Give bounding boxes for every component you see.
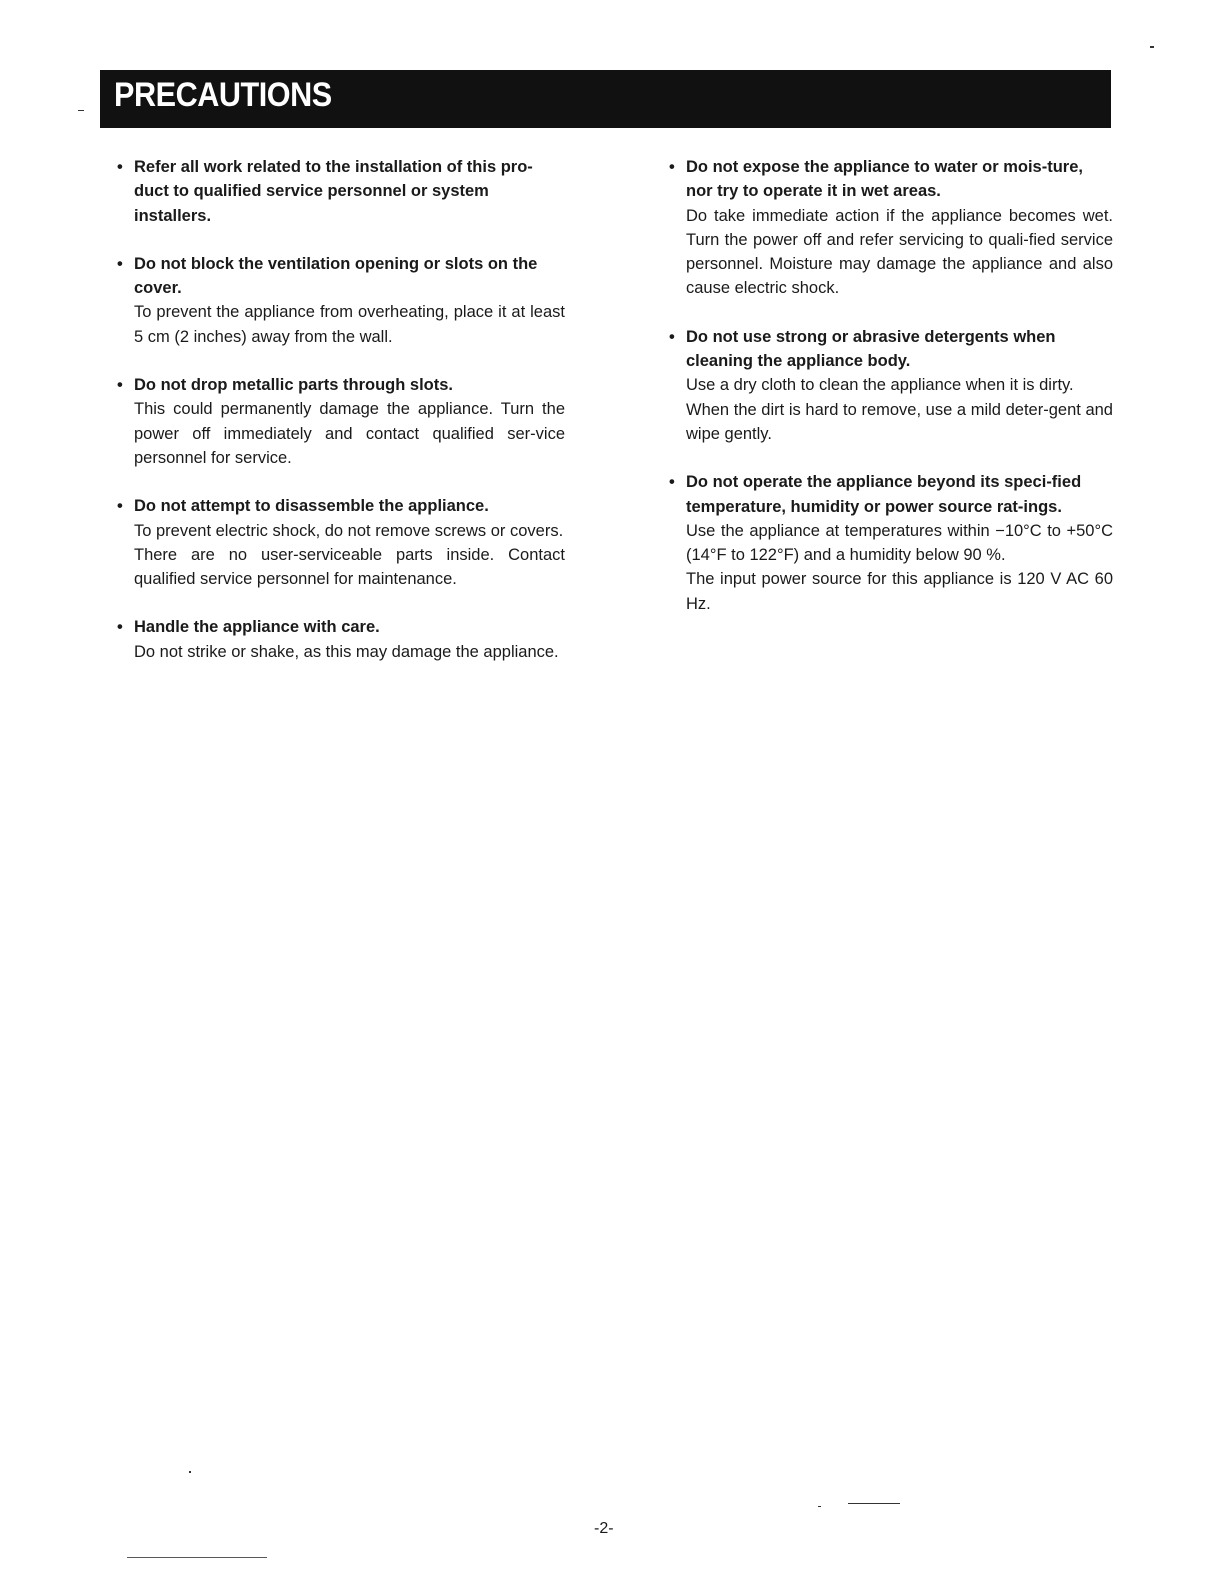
precaution-text: The input power source for this appliance is 120 V AC 60 Hz.: [686, 570, 1113, 613]
section-header: [100, 70, 1111, 128]
precaution-text: This could permanently damage the appliance. Turn the power off immediately and contact qualified ser-vice personnel for service.: [134, 400, 565, 467]
precaution-text: There are no user-serviceable parts inside. Contact qualified service personnel for maintenance.: [134, 545, 565, 589]
right-column: [669, 155, 1113, 640]
precaution-text: Do not strike or shake, as this may damage the appliance.: [134, 642, 559, 661]
bullet-icon: •: [669, 473, 675, 492]
precaution-item: [117, 155, 565, 228]
precaution-title: Do not use strong or abrasive detergents when cleaning the appliance body.: [686, 327, 1056, 371]
precaution-item: [117, 615, 565, 664]
precaution-item: [669, 155, 1113, 301]
precaution-item: [669, 470, 1113, 616]
scan-mark: [189, 1471, 191, 1473]
scan-mark: [848, 1503, 900, 1504]
scan-mark: [1150, 46, 1154, 48]
page-number: -2-: [594, 1520, 614, 1537]
precaution-text: Use the appliance at temperatures within −10°C to +50°C (14°F to 122°F) and a humidity below 90 %.: [686, 521, 1113, 565]
precaution-item: [117, 252, 565, 349]
precaution-text: When the dirt is hard to remove, use a mild deter-gent and wipe gently.: [686, 400, 1113, 443]
precaution-text: Use a dry cloth to clean the appliance when it is dirty.: [686, 376, 1074, 395]
precaution-text: Do take immediate action if the appliance becomes wet. Turn the power off and refer servicing to quali-fied service personnel. Moisture may damage the appliance and also cause electric shock.: [686, 206, 1113, 298]
scan-mark: [78, 110, 84, 111]
bullet-icon: •: [669, 158, 675, 176]
bullet-icon: •: [117, 497, 123, 516]
precaution-text: To prevent electric shock, do not remove screws or covers.: [134, 521, 564, 540]
scan-mark: [127, 1557, 267, 1558]
precaution-title: Do not expose the appliance to water or mois-ture, nor try to operate it in wet areas.: [686, 158, 1083, 201]
precaution-title: Do not drop metallic parts through slots.: [134, 376, 454, 395]
precaution-item: [117, 373, 565, 470]
precaution-title: Handle the appliance with care.: [134, 618, 380, 637]
left-column: [117, 155, 565, 688]
precaution-item: [669, 325, 1113, 446]
bullet-icon: •: [117, 254, 123, 273]
precaution-title: Do not operate the appliance beyond its speci-fied temperature, humidity or power source rat-ings.: [686, 473, 1082, 516]
bullet-icon: •: [117, 376, 123, 395]
bullet-icon: •: [669, 327, 675, 346]
precaution-title: Do not attempt to disassemble the appliance.: [134, 497, 489, 516]
precaution-text: To prevent the appliance from overheating, place it at least 5 cm (2 inches) away from the wall.: [134, 303, 565, 346]
page-title: PRECAUTIONS: [114, 76, 332, 114]
precaution-title: Refer all work related to the installation of this pro-duct to qualified service personnel or system installers.: [134, 158, 533, 225]
precaution-item: [117, 494, 565, 591]
scan-mark: [818, 1506, 821, 1507]
bullet-icon: •: [117, 158, 123, 176]
bullet-icon: •: [117, 618, 123, 637]
precaution-title: Do not block the ventilation opening or slots on the cover.: [134, 254, 538, 298]
